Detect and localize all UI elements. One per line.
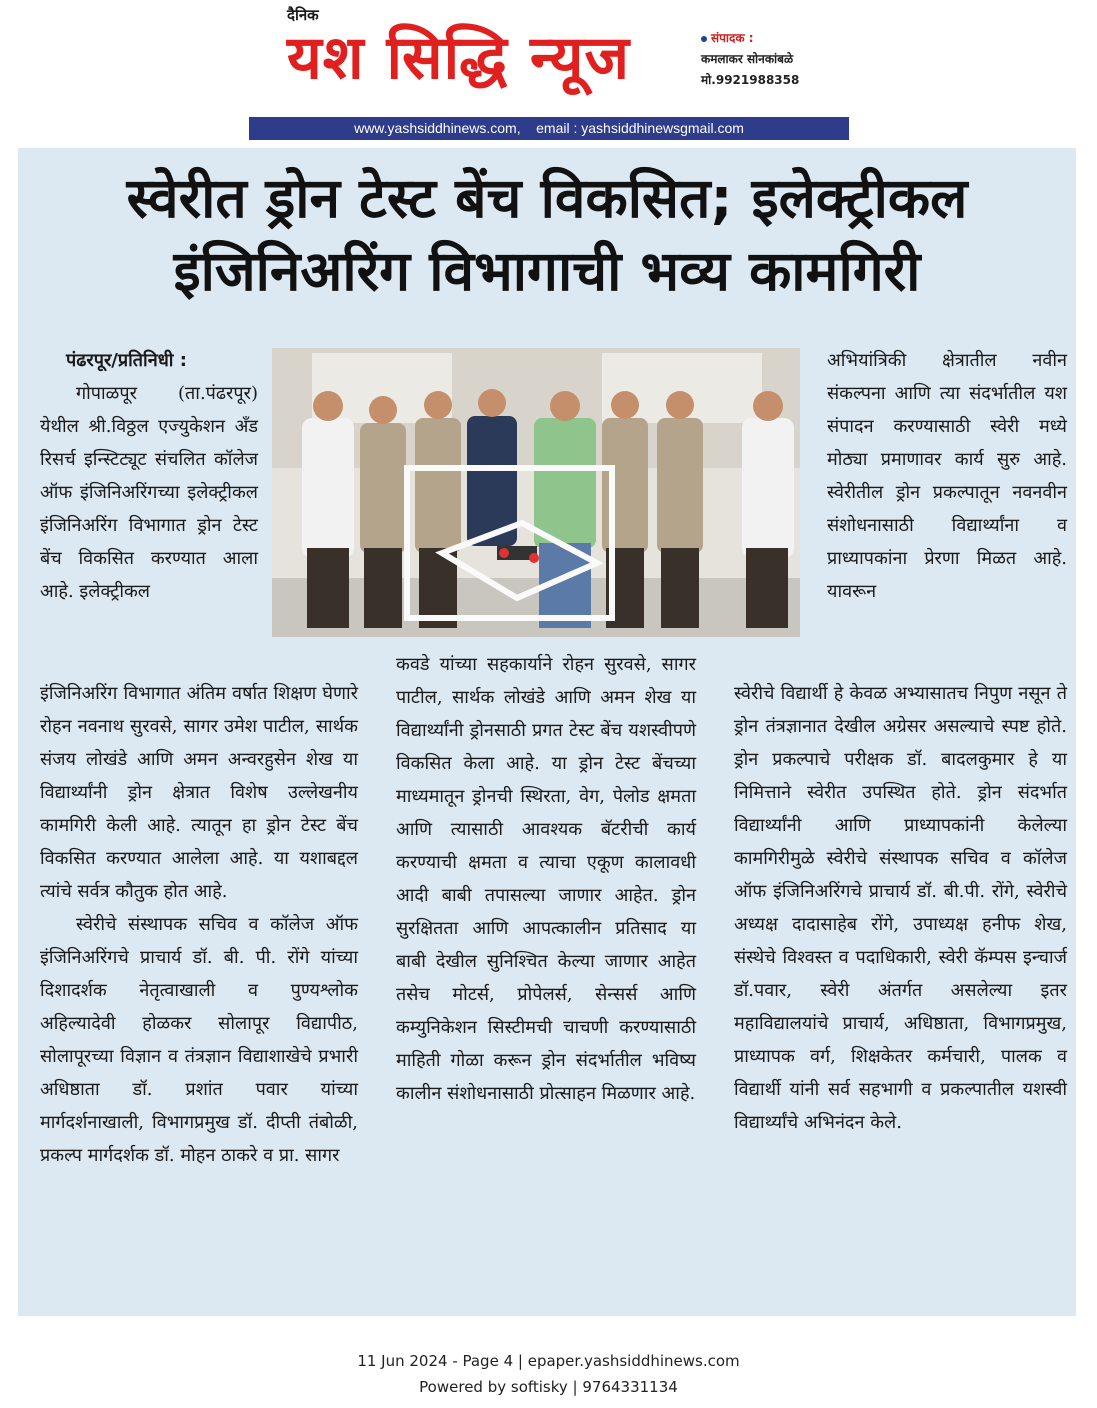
article-panel [18, 148, 1076, 1316]
article-photo [272, 348, 800, 637]
column-1-paragraph-1-continued: इंजिनिअरिंग विभागात अंतिम वर्षात शिक्षण घेणारे रोहन नवनाथ सुरवसे, सागर उमेश पाटील, सार्थक संजय लोखंडे आणि अमन अन्वरहुसेन शेख या विद्यार्थ्यांनी ड्रोन क्षेत्रात विशेष उल्लेखनीय कामगिरी केली आहे. त्यातून हा ड्रोन टेस्ट बेंच विकसित करण्यात आलेला आहे. या यशाबद्दल त्यांचे सर्वत्र कौतुक होत आहे. [40, 683, 358, 902]
column-3-bottom [734, 677, 1067, 1139]
masthead-daily-label: दैनिक [287, 6, 319, 24]
editor-label: संपादक : [711, 31, 754, 45]
masthead [249, 0, 849, 140]
column-3-paragraph-bottom: स्वेरीचे विद्यार्थी हे केवळ अभ्यासातच निपुण नसून ते ड्रोन तंत्रज्ञानात देखील अग्रेसर असल्याचे स्पष्ट होते. ड्रोन प्रकल्पाचे परीक्षक डॉ. बादलकुमार हे या निमित्ताने स्वेरीत उपस्थित होते. ड्रोन संदर्भात विद्यार्थ्यांनी आणि प्राध्यापकांनी केलेल्या कामगिरीमुळे स्वेरीचे संस्थापक सचिव व कॉलेज ऑफ इंजिनिअरिंगचे प्राचार्य डॉ. बी.पी. रोंगे, स्वेरीचे अध्यक्ष दादासाहेब रोंगे, उपाध्यक्ष हनीफ शेख, संस्थेचे विश्वस्त व पदाधिकारी, स्वेरी कॅम्पस इन्चार्ज डॉ.पवार, स्वेरी अंतर्गत असलेल्या इतर महाविद्यालयांचे प्राचार्य, अधिष्ठाता, विभागप्रमुख, प्राध्यापक वर्ग, शिक्षकेतर कर्मचारी, पालक व विद्यार्थी यांनी सर्व सहभागी व प्रकल्पातील यशस्वी विद्यार्थ्यांचे अभिनंदन केले. [734, 683, 1067, 1133]
column-1-top [40, 344, 258, 608]
footer-date-page: 11 Jun 2024 - Page 4 | epaper.yashsiddhinews.com [357, 1352, 740, 1370]
editor-name: कमलाकर सोनकांबळे [701, 52, 794, 66]
newspaper-title: यश सिद्धि न्यूज [287, 23, 630, 93]
column-1-paragraph-2: स्वेरीचे संस्थापक सचिव व कॉलेज ऑफ इंजिनिअरिंगचे प्राचार्य डॉ. बी. पी. रोंगे यांच्या दिशादर्शक नेतृत्वाखाली व पुण्यश्लोक अहिल्यादेवी होळकर सोलापूर विद्यापीठ, सोलापूरच्या विज्ञान व तंत्रज्ञान विद्याशाखेचे प्रभारी अधिष्ठाता डॉ. प्रशांत पवार यांच्या मार्गदर्शनाखाली, विभागप्रमुख डॉ. दीप्ती तंबोळी, प्रकल्प मार्गदर्शक डॉ. मोहन ठाकरे व प्रा. सागर [40, 914, 358, 1166]
column-2-paragraph: कवडे यांच्या सहकार्याने रोहन सुरवसे, सागर पाटील, सार्थक लोखंडे आणि अमन शेख या विद्यार्थ्यांनी ड्रोनसाठी प्रगत टेस्ट बेंच यशस्वीपणे विकसित केला आहे. या ड्रोन टेस्ट बेंचच्या माध्यमातून ड्रोनची स्थिरता, वेग, पेलोड क्षमता आणि त्यासाठी आवश्यक बॅटरीची कार्य करण्याची क्षमता व त्याचा एकूण कालावधी आदी बाबी तपासल्या जाणार आहेत. ड्रोन सुरक्षितता आणि आपत्कालीन प्रतिसाद या बाबी देखील सुनिश्चित केल्या जाणार आहेत तसेच मोटर्स, प्रोपेलर्स, सेन्सर्स आणि कम्युनिकेशन सिस्टीमची चाचणी करण्यासाठी माहिती गोळा करून ड्रोन संदर्भातील भविष्य कालीन संशोधनासाठी प्रोत्साहन मिळणार आहे. [396, 654, 696, 1104]
article-headline [18, 162, 1076, 308]
page-footer [0, 1348, 1097, 1400]
column-1-paragraph-1: गोपाळपूर (ता.पंढरपूर) येथील श्री.विठ्ठल एज्युकेशन अँड रिसर्च इन्स्टिट्यूट संचलित कॉलेज ऑफ इंजिनिअरिंगच्या इलेक्ट्रीकल इंजिनिअरिंग विभागात ड्रोन टेस्ट बेंच विकसित करण्यात आला आहे. इलेक्ट्रीकल [40, 383, 258, 602]
headline-line-1: स्वेरीत ड्रोन टेस्ट बेंच विकसित; इलेक्ट्रीकल [126, 166, 968, 230]
editor-info [701, 28, 799, 91]
dateline: पंढरपूर/प्रतिनिधी : [66, 350, 187, 371]
bullet-icon [701, 36, 707, 42]
footer-powered-by: Powered by softisky | 9764331134 [419, 1378, 678, 1396]
editor-phone: मो.9921988358 [701, 73, 800, 87]
column-1-bottom [40, 677, 358, 1172]
column-2 [396, 648, 696, 1110]
column-3-paragraph-top: अभियांत्रिकी क्षेत्रातील नवीन संकल्पना आणि त्या संदर्भातील यश संपादन करण्यासाठी स्वेरी मध्ये मोठ्या प्रमाणावर कार्य सुरु आहे. स्वेरीतील ड्रोन प्रकल्पातून नवनवीन संशोधनासाठी विद्यार्थ्यांना व प्राध्यापकांना प्रेरणा मिळत आहे. यावरून [827, 350, 1067, 602]
column-3-top [827, 344, 1067, 608]
masthead-top [249, 0, 849, 117]
website-email-bar: www.yashsiddhinews.com, email : yashsiddhinewsgmail.com [249, 117, 849, 140]
headline-line-2: इंजिनिअरिंग विभागाची भव्य कामगिरी [173, 239, 921, 303]
